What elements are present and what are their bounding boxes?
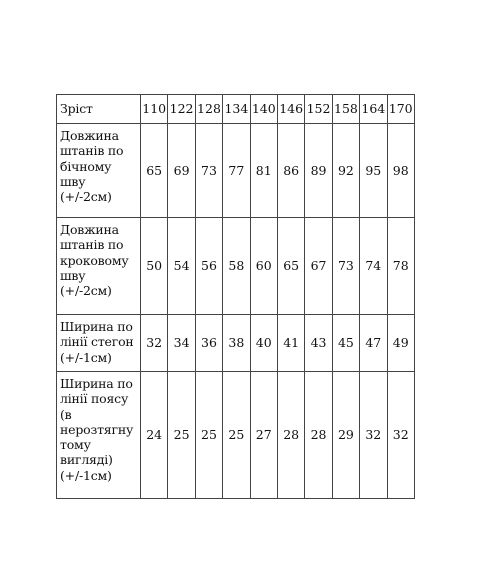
row-label-waist-width bbox=[57, 372, 141, 499]
row-label-line: нерозтягну bbox=[60, 421, 134, 437]
table-cell: 36 bbox=[195, 315, 222, 372]
row-label-line: тому bbox=[60, 437, 91, 452]
table-cell: 28 bbox=[305, 372, 332, 499]
row-label-line: шву bbox=[60, 267, 86, 283]
height-header-cell: Зріст bbox=[57, 95, 141, 124]
table-cell: 73 bbox=[332, 218, 359, 315]
size-header-cell: 134 bbox=[223, 95, 250, 124]
row-label-line: лінії поясу bbox=[60, 391, 129, 407]
row-label-line: (+/-2см) bbox=[60, 189, 112, 204]
table-cell: 89 bbox=[305, 124, 332, 218]
table-cell: 81 bbox=[250, 124, 277, 218]
size-header-cell: 128 bbox=[195, 95, 222, 124]
table-cell: 78 bbox=[387, 218, 414, 315]
row-label-line: Довжина bbox=[60, 222, 119, 237]
table-cell: 54 bbox=[168, 218, 195, 315]
table-row bbox=[57, 315, 415, 372]
size-header-cell: 146 bbox=[277, 95, 304, 124]
table-cell: 65 bbox=[277, 218, 304, 315]
row-label-line: (+/-1см) bbox=[60, 349, 112, 365]
table-cell: 27 bbox=[250, 372, 277, 499]
table-header-row bbox=[57, 95, 415, 124]
table-cell: 56 bbox=[195, 218, 222, 315]
row-label-line: вигляді) bbox=[60, 452, 113, 468]
row-label-line: (в bbox=[60, 406, 72, 422]
table-cell: 25 bbox=[223, 372, 250, 499]
size-header-cell: 152 bbox=[305, 95, 332, 124]
table-row bbox=[57, 372, 415, 499]
table-cell: 69 bbox=[168, 124, 195, 218]
table-cell: 34 bbox=[168, 315, 195, 372]
table-cell: 32 bbox=[360, 372, 387, 499]
size-header-cell: 164 bbox=[360, 95, 387, 124]
table-cell: 77 bbox=[223, 124, 250, 218]
table-cell: 25 bbox=[168, 372, 195, 499]
table-row bbox=[57, 218, 415, 315]
table-cell: 24 bbox=[141, 372, 168, 499]
row-label-line: Ширина по bbox=[60, 376, 133, 391]
row-label-line: Довжина bbox=[60, 128, 119, 143]
row-label-line: (+/-2см) bbox=[60, 283, 112, 298]
table-cell: 45 bbox=[332, 315, 359, 372]
table-cell: 40 bbox=[250, 315, 277, 372]
table-cell: 43 bbox=[305, 315, 332, 372]
table-cell: 50 bbox=[141, 218, 168, 315]
row-label-inseam-length bbox=[57, 218, 141, 315]
table-cell: 95 bbox=[360, 124, 387, 218]
size-header-cell: 158 bbox=[332, 95, 359, 124]
row-label-side-seam-length bbox=[57, 124, 141, 218]
row-label-line: штанів по bbox=[60, 237, 124, 253]
table-row bbox=[57, 124, 415, 218]
row-label-line: (+/-1см) bbox=[60, 467, 112, 483]
table-cell: 49 bbox=[387, 315, 414, 372]
table-cell: 47 bbox=[360, 315, 387, 372]
table-cell: 38 bbox=[223, 315, 250, 372]
table-cell: 32 bbox=[141, 315, 168, 372]
table-cell: 65 bbox=[141, 124, 168, 218]
row-label-line: бічному bbox=[60, 158, 112, 174]
size-header-cell: 122 bbox=[168, 95, 195, 124]
size-table bbox=[56, 94, 415, 499]
row-label-line: кроковому bbox=[60, 252, 129, 268]
table-cell: 60 bbox=[250, 218, 277, 315]
table-cell: 98 bbox=[387, 124, 414, 218]
row-label-line: штанів по bbox=[60, 143, 124, 159]
size-header-cell: 110 bbox=[141, 95, 168, 124]
row-label-line: Ширина по bbox=[60, 319, 133, 334]
size-header-cell: 170 bbox=[387, 95, 414, 124]
table-cell: 41 bbox=[277, 315, 304, 372]
row-label-hip-width bbox=[57, 315, 141, 372]
row-label-line: лінії стегон bbox=[60, 334, 134, 350]
table-cell: 29 bbox=[332, 372, 359, 499]
table-cell: 74 bbox=[360, 218, 387, 315]
table-cell: 32 bbox=[387, 372, 414, 499]
table-cell: 92 bbox=[332, 124, 359, 218]
table-cell: 25 bbox=[195, 372, 222, 499]
table-cell: 73 bbox=[195, 124, 222, 218]
table-cell: 58 bbox=[223, 218, 250, 315]
row-label-line: шву bbox=[60, 173, 86, 189]
table-cell: 67 bbox=[305, 218, 332, 315]
size-header-cell: 140 bbox=[250, 95, 277, 124]
table-cell: 28 bbox=[277, 372, 304, 499]
table-cell: 86 bbox=[277, 124, 304, 218]
